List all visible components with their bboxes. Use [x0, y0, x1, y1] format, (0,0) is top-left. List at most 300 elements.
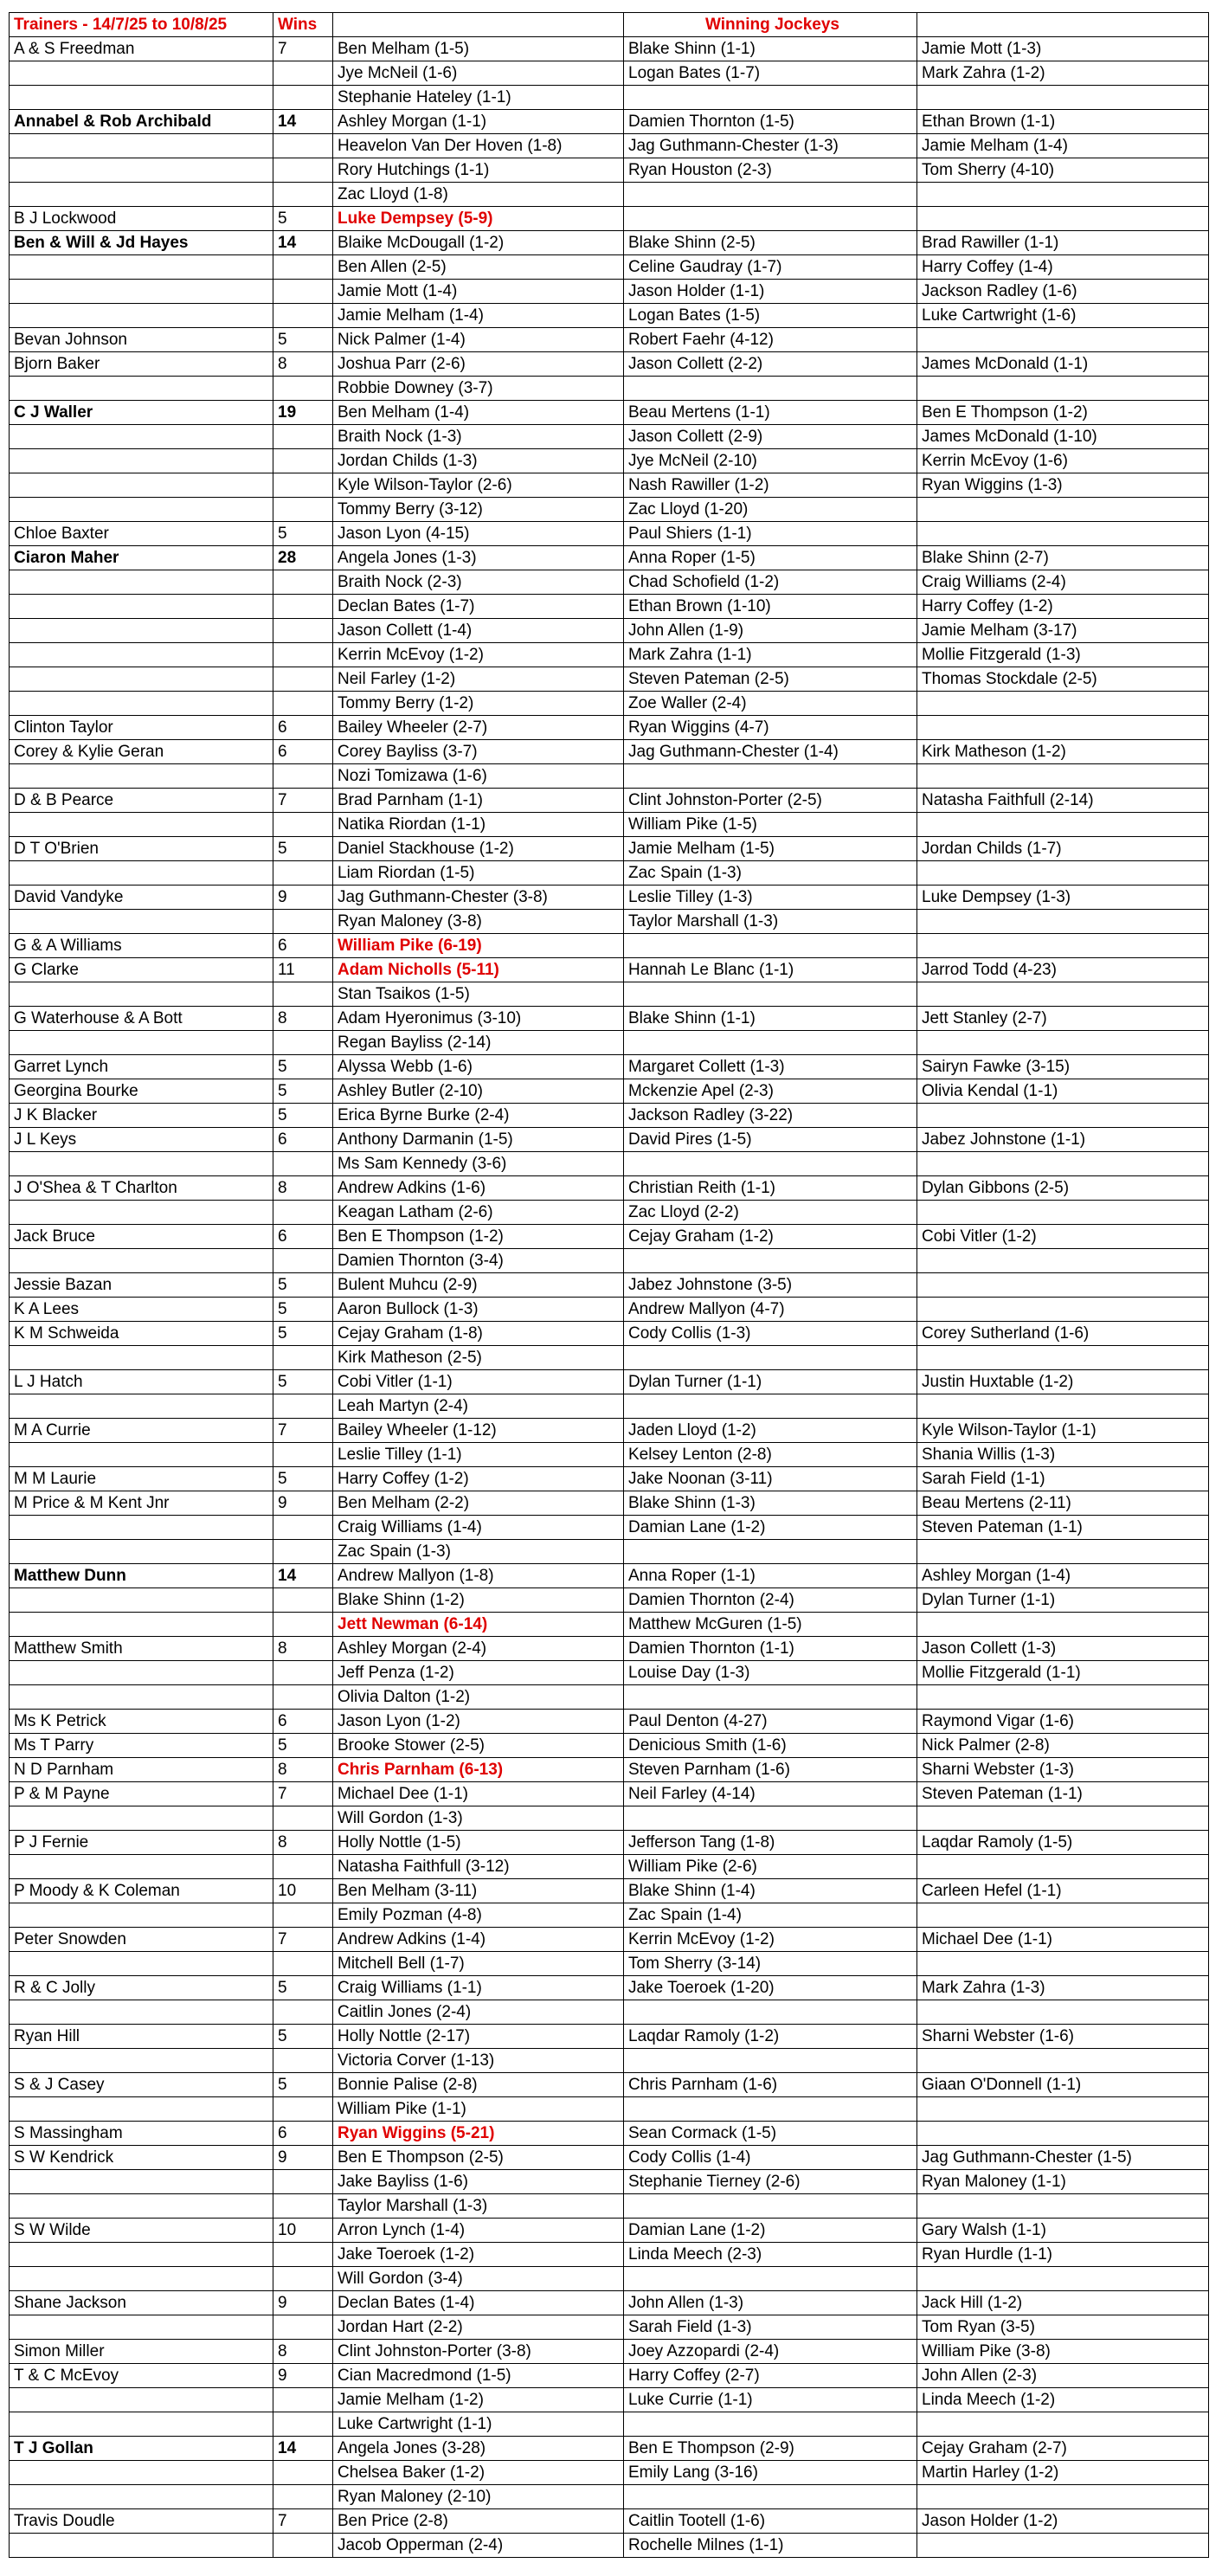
table-row: [10, 2049, 1209, 2073]
wins-cell: 5: [273, 837, 333, 861]
jockey-cell: [624, 377, 917, 401]
jockey-cell: Kerrin McEvoy (1-6): [917, 449, 1209, 473]
trainer-cell: [10, 667, 273, 692]
jockey-cell: Logan Bates (1-7): [624, 61, 917, 86]
table-row: [10, 2267, 1209, 2291]
table-row: [10, 1831, 1209, 1855]
jockey-cell: Dylan Turner (1-1): [624, 1370, 917, 1394]
trainer-cell: [10, 2243, 273, 2267]
jockey-cell: Jye McNeil (2-10): [624, 449, 917, 473]
table-row: [10, 2146, 1209, 2170]
jockey-cell: Jake Bayliss (1-6): [333, 2170, 624, 2194]
jockey-cell: Bailey Wheeler (1-12): [333, 1419, 624, 1443]
jockey-cell: Logan Bates (1-5): [624, 304, 917, 328]
trainer-cell: Corey & Kylie Geran: [10, 740, 273, 764]
jockey-cell: Stan Tsaikos (1-5): [333, 982, 624, 1007]
trainer-cell: M M Laurie: [10, 1467, 273, 1491]
trainer-cell: [10, 1952, 273, 1976]
jockey-cell: Brooke Stower (2-5): [333, 1734, 624, 1758]
wins-cell: [273, 425, 333, 449]
jockey-cell: [917, 2267, 1209, 2291]
wins-cell: [273, 1540, 333, 1564]
table-row: [10, 498, 1209, 522]
table-row: [10, 1588, 1209, 1613]
jockey-cell: [917, 2534, 1209, 2558]
table-row: [10, 425, 1209, 449]
jockey-cell: Olivia Kendal (1-1): [917, 1079, 1209, 1104]
jockey-cell: Sean Cormack (1-5): [624, 2122, 917, 2146]
wins-cell: 6: [273, 1225, 333, 1249]
jockey-cell: [917, 2049, 1209, 2073]
wins-cell: [273, 2461, 333, 2485]
trainer-cell: [10, 1903, 273, 1928]
jockey-cell: Leah Martyn (2-4): [333, 1394, 624, 1419]
trainer-cell: [10, 1588, 273, 1613]
trainer-cell: [10, 1031, 273, 1055]
jockey-cell: Mollie Fitzgerald (1-1): [917, 1661, 1209, 1685]
wins-cell: 7: [273, 789, 333, 813]
jockey-cell: [917, 1806, 1209, 1831]
trainer-cell: S & J Casey: [10, 2073, 273, 2097]
jockey-cell: Jason Holder (1-1): [624, 280, 917, 304]
jockey-cell: Angela Jones (3-28): [333, 2437, 624, 2461]
wins-cell: [273, 61, 333, 86]
jockey-cell: Jeff Penza (1-2): [333, 1661, 624, 1685]
wins-cell: [273, 2412, 333, 2437]
jockey-cell: Matthew McGuren (1-5): [624, 1613, 917, 1637]
jockey-cell: Ryan Wiggins (5-21): [333, 2122, 624, 2146]
jockey-cell: Ryan Wiggins (1-3): [917, 473, 1209, 498]
jockey-cell: Luke Currie (1-1): [624, 2388, 917, 2412]
jockey-cell: [917, 183, 1209, 207]
wins-cell: 5: [273, 2073, 333, 2097]
trainer-cell: [10, 619, 273, 643]
trainer-cell: Chloe Baxter: [10, 522, 273, 546]
jockey-cell: Anthony Darmanin (1-5): [333, 1128, 624, 1152]
trainer-cell: M A Currie: [10, 1419, 273, 1443]
wins-cell: 10: [273, 2219, 333, 2243]
header-winning-jockeys: Winning Jockeys: [624, 13, 917, 37]
jockey-cell: Chris Parnham (6-13): [333, 1758, 624, 1782]
jockey-cell: Ryan Houston (2-3): [624, 158, 917, 183]
jockey-cell: Chris Parnham (1-6): [624, 2073, 917, 2097]
jockey-cell: Craig Williams (2-4): [917, 570, 1209, 595]
jockey-cell: Adam Hyeronimus (3-10): [333, 1007, 624, 1031]
jockey-cell: Craig Williams (1-4): [333, 1516, 624, 1540]
wins-cell: 5: [273, 1273, 333, 1298]
wins-cell: 5: [273, 1079, 333, 1104]
trainer-cell: [10, 183, 273, 207]
table-row: [10, 1225, 1209, 1249]
trainer-cell: Shane Jackson: [10, 2291, 273, 2315]
jockey-cell: Erica Byrne Burke (2-4): [333, 1104, 624, 1128]
trainer-cell: G Clarke: [10, 958, 273, 982]
jockey-cell: Beau Mertens (1-1): [624, 401, 917, 425]
wins-cell: [273, 2097, 333, 2122]
jockey-cell: Jamie Mott (1-3): [917, 37, 1209, 61]
trainer-cell: T & C McEvoy: [10, 2364, 273, 2388]
table-row: [10, 2073, 1209, 2097]
jockey-cell: Giaan O'Donnell (1-1): [917, 2073, 1209, 2097]
wins-cell: [273, 2315, 333, 2340]
table-row: [10, 1055, 1209, 1079]
jockey-cell: Ben Melham (3-11): [333, 1879, 624, 1903]
jockey-cell: Jag Guthmann-Chester (1-4): [624, 740, 917, 764]
jockey-cell: [917, 2485, 1209, 2509]
jockey-cell: [917, 764, 1209, 789]
trainer-cell: Ciaron Maher: [10, 546, 273, 570]
table-row: [10, 1952, 1209, 1976]
jockey-cell: Shania Willis (1-3): [917, 1443, 1209, 1467]
trainer-cell: [10, 2267, 273, 2291]
jockey-cell: Ryan Maloney (2-10): [333, 2485, 624, 2509]
trainer-cell: [10, 1540, 273, 1564]
jockey-cell: [917, 1613, 1209, 1637]
jockey-cell: Jamie Melham (1-4): [333, 304, 624, 328]
table-row: [10, 183, 1209, 207]
wins-cell: [273, 86, 333, 110]
jockey-cell: Cejay Graham (1-8): [333, 1322, 624, 1346]
table-row: [10, 2340, 1209, 2364]
table-row: [10, 2485, 1209, 2509]
jockey-cell: Corey Bayliss (3-7): [333, 740, 624, 764]
table-row: [10, 2170, 1209, 2194]
wins-cell: 7: [273, 1782, 333, 1806]
wins-cell: [273, 910, 333, 934]
jockey-cell: Ben Melham (1-5): [333, 37, 624, 61]
table-row: [10, 1976, 1209, 2000]
header-wins: Wins: [273, 13, 333, 37]
jockey-cell: Michael Dee (1-1): [917, 1928, 1209, 1952]
jockey-cell: Keagan Latham (2-6): [333, 1201, 624, 1225]
jockey-cell: Emily Lang (3-16): [624, 2461, 917, 2485]
jockey-cell: [917, 1249, 1209, 1273]
table-row: [10, 1443, 1209, 1467]
jockey-cell: Corey Sutherland (1-6): [917, 1322, 1209, 1346]
jockey-cell: Brad Rawiller (1-1): [917, 231, 1209, 255]
table-row: [10, 595, 1209, 619]
jockey-cell: Damien Thornton (2-4): [624, 1588, 917, 1613]
wins-cell: 6: [273, 934, 333, 958]
trainer-cell: Peter Snowden: [10, 1928, 273, 1952]
trainer-cell: S W Wilde: [10, 2219, 273, 2243]
jockey-cell: Steven Parnham (1-6): [624, 1758, 917, 1782]
table-row: [10, 1152, 1209, 1176]
wins-cell: 8: [273, 1007, 333, 1031]
table-row: [10, 1734, 1209, 1758]
table-row: [10, 1806, 1209, 1831]
jockey-cell: Jack Hill (1-2): [917, 2291, 1209, 2315]
table-row: [10, 1710, 1209, 1734]
jockey-cell: Martin Harley (1-2): [917, 2461, 1209, 2485]
table-row: [10, 401, 1209, 425]
table-row: [10, 1419, 1209, 1443]
jockey-cell: Ryan Maloney (3-8): [333, 910, 624, 934]
jockey-cell: Jefferson Tang (1-8): [624, 1831, 917, 1855]
wins-cell: 6: [273, 1710, 333, 1734]
jockey-cell: Denicious Smith (1-6): [624, 1734, 917, 1758]
jockey-cell: Adam Nicholls (5-11): [333, 958, 624, 982]
jockey-cell: William Pike (6-19): [333, 934, 624, 958]
jockey-cell: [917, 1346, 1209, 1370]
jockey-cell: Taylor Marshall (1-3): [333, 2194, 624, 2219]
table-row: [10, 1104, 1209, 1128]
table-row: [10, 1322, 1209, 1346]
jockey-cell: Cejay Graham (2-7): [917, 2437, 1209, 2461]
trainer-cell: [10, 692, 273, 716]
wins-cell: 8: [273, 2340, 333, 2364]
trainer-cell: [10, 1152, 273, 1176]
trainer-cell: [10, 813, 273, 837]
header-jockeys-col-3: [917, 13, 1209, 37]
table-row: [10, 352, 1209, 377]
trainer-cell: [10, 764, 273, 789]
wins-cell: 5: [273, 328, 333, 352]
wins-cell: [273, 2388, 333, 2412]
wins-cell: 8: [273, 1758, 333, 1782]
trainer-cell: J O'Shea & T Charlton: [10, 1176, 273, 1201]
jockey-cell: Ben E Thompson (1-2): [917, 401, 1209, 425]
jockey-cell: [917, 2122, 1209, 2146]
jockey-cell: Beau Mertens (2-11): [917, 1491, 1209, 1516]
jockey-cell: [917, 1152, 1209, 1176]
jockey-cell: [917, 910, 1209, 934]
wins-cell: 14: [273, 2437, 333, 2461]
jockey-cell: [624, 934, 917, 958]
table-row: [10, 2388, 1209, 2412]
jockey-cell: Robert Faehr (4-12): [624, 328, 917, 352]
table-row: [10, 449, 1209, 473]
jockey-cell: Nick Palmer (1-4): [333, 328, 624, 352]
jockey-cell: Jamie Melham (1-2): [333, 2388, 624, 2412]
jockey-cell: Sharni Webster (1-3): [917, 1758, 1209, 1782]
jockey-cell: Ben Price (2-8): [333, 2509, 624, 2534]
table-row: [10, 134, 1209, 158]
jockey-cell: Ashley Morgan (2-4): [333, 1637, 624, 1661]
jockey-cell: Louise Day (1-3): [624, 1661, 917, 1685]
table-row: [10, 643, 1209, 667]
jockey-cell: [624, 2049, 917, 2073]
jockey-cell: Gary Walsh (1-1): [917, 2219, 1209, 2243]
jockey-cell: Thomas Stockdale (2-5): [917, 667, 1209, 692]
trainer-cell: C J Waller: [10, 401, 273, 425]
jockey-cell: Harry Coffey (1-2): [333, 1467, 624, 1491]
jockey-cell: Will Gordon (3-4): [333, 2267, 624, 2291]
trainer-cell: [10, 643, 273, 667]
trainer-cell: D T O'Brien: [10, 837, 273, 861]
wins-cell: [273, 449, 333, 473]
wins-cell: [273, 1516, 333, 1540]
wins-cell: 5: [273, 1104, 333, 1128]
table-row: [10, 2097, 1209, 2122]
jockey-cell: [917, 207, 1209, 231]
jockey-cell: Cody Collis (1-3): [624, 1322, 917, 1346]
wins-cell: [273, 982, 333, 1007]
trainer-cell: [10, 1346, 273, 1370]
trainer-cell: S Massingham: [10, 2122, 273, 2146]
trainer-cell: Clinton Taylor: [10, 716, 273, 740]
jockey-cell: Chad Schofield (1-2): [624, 570, 917, 595]
jockey-cell: Jason Collett (2-2): [624, 352, 917, 377]
jockey-cell: Braith Nock (2-3): [333, 570, 624, 595]
jockey-cell: Stephanie Hateley (1-1): [333, 86, 624, 110]
wins-cell: [273, 1903, 333, 1928]
table-row: [10, 1079, 1209, 1104]
table-row: [10, 231, 1209, 255]
trainer-cell: [10, 2049, 273, 2073]
wins-cell: 19: [273, 401, 333, 425]
jockey-cell: Luke Cartwright (1-1): [333, 2412, 624, 2437]
jockey-cell: Laqdar Ramoly (1-5): [917, 1831, 1209, 1855]
table-row: [10, 1394, 1209, 1419]
wins-cell: [273, 1685, 333, 1710]
jockey-cell: Blaike McDougall (1-2): [333, 231, 624, 255]
jockey-cell: [624, 2000, 917, 2025]
jockey-cell: Ashley Morgan (1-1): [333, 110, 624, 134]
table-row: [10, 982, 1209, 1007]
trainer-cell: G Waterhouse & A Bott: [10, 1007, 273, 1031]
table-row: [10, 2025, 1209, 2049]
jockey-cell: [917, 1298, 1209, 1322]
jockey-cell: Leslie Tilley (1-3): [624, 886, 917, 910]
jockey-cell: [624, 1806, 917, 1831]
wins-cell: [273, 2170, 333, 2194]
wins-cell: [273, 570, 333, 595]
table-row: [10, 934, 1209, 958]
trainer-cell: Travis Doudle: [10, 2509, 273, 2534]
table-row: [10, 1516, 1209, 1540]
table-row: [10, 377, 1209, 401]
wins-cell: [273, 1394, 333, 1419]
jockey-cell: Clint Johnston-Porter (3-8): [333, 2340, 624, 2364]
wins-cell: 8: [273, 1831, 333, 1855]
jockey-cell: [624, 764, 917, 789]
jockey-cell: Blake Shinn (1-3): [624, 1491, 917, 1516]
trainer-cell: A & S Freedman: [10, 37, 273, 61]
wins-cell: [273, 1855, 333, 1879]
table-row: [10, 2315, 1209, 2340]
wins-cell: [273, 134, 333, 158]
jockey-cell: Andrew Mallyon (4-7): [624, 1298, 917, 1322]
wins-cell: [273, 1346, 333, 1370]
wins-cell: [273, 280, 333, 304]
table-row: [10, 1346, 1209, 1370]
table-row: [10, 280, 1209, 304]
table-row: [10, 813, 1209, 837]
jockey-cell: [624, 1540, 917, 1564]
table-row: [10, 2412, 1209, 2437]
jockey-cell: Bailey Wheeler (2-7): [333, 716, 624, 740]
jockey-cell: Blake Shinn (2-5): [624, 231, 917, 255]
trainer-cell: Jack Bruce: [10, 1225, 273, 1249]
jockey-cell: Andrew Mallyon (1-8): [333, 1564, 624, 1588]
jockey-cell: James McDonald (1-10): [917, 425, 1209, 449]
table-row: [10, 837, 1209, 861]
trainer-cell: K M Schweida: [10, 1322, 273, 1346]
table-row: [10, 2291, 1209, 2315]
wins-cell: [273, 1201, 333, 1225]
jockey-cell: Cobi Vitler (1-2): [917, 1225, 1209, 1249]
jockey-cell: Jye McNeil (1-6): [333, 61, 624, 86]
jockey-cell: [624, 2194, 917, 2219]
jockey-cell: Kirk Matheson (2-5): [333, 1346, 624, 1370]
jockey-cell: Tommy Berry (3-12): [333, 498, 624, 522]
jockey-cell: Jag Guthmann-Chester (3-8): [333, 886, 624, 910]
trainer-cell: [10, 425, 273, 449]
wins-cell: [273, 2267, 333, 2291]
trainer-cell: Bevan Johnson: [10, 328, 273, 352]
table-row: [10, 1031, 1209, 1055]
jockey-cell: Linda Meech (1-2): [917, 2388, 1209, 2412]
wins-cell: 5: [273, 2025, 333, 2049]
table-row: [10, 1491, 1209, 1516]
jockey-cell: Damian Lane (1-2): [624, 2219, 917, 2243]
jockey-cell: [624, 1031, 917, 1055]
wins-cell: 5: [273, 1055, 333, 1079]
jockey-cell: [624, 1394, 917, 1419]
jockey-cell: John Allen (1-9): [624, 619, 917, 643]
jockey-cell: Jamie Mott (1-4): [333, 280, 624, 304]
jockey-cell: [917, 2194, 1209, 2219]
table-row: [10, 1903, 1209, 1928]
trainer-cell: David Vandyke: [10, 886, 273, 910]
table-row: [10, 764, 1209, 789]
jockey-cell: Zac Lloyd (1-8): [333, 183, 624, 207]
table-row: [10, 740, 1209, 764]
jockey-cell: Ashley Butler (2-10): [333, 1079, 624, 1104]
jockey-cell: Tommy Berry (1-2): [333, 692, 624, 716]
jockey-cell: Natasha Faithfull (3-12): [333, 1855, 624, 1879]
jockey-cell: [917, 982, 1209, 1007]
header-trainers: Trainers - 14/7/25 to 10/8/25: [10, 13, 273, 37]
trainer-cell: [10, 1249, 273, 1273]
jockey-cell: Caitlin Tootell (1-6): [624, 2509, 917, 2534]
jockey-cell: Jabez Johnstone (3-5): [624, 1273, 917, 1298]
jockey-cell: [624, 2412, 917, 2437]
jockey-cell: Cody Collis (1-4): [624, 2146, 917, 2170]
jockey-cell: Michael Dee (1-1): [333, 1782, 624, 1806]
trainer-cell: [10, 982, 273, 1007]
trainer-cell: [10, 570, 273, 595]
table-row: [10, 2000, 1209, 2025]
jockey-cell: [917, 1855, 1209, 1879]
table-row: [10, 1370, 1209, 1394]
table-row: [10, 2534, 1209, 2558]
jockey-cell: Ben E Thompson (2-5): [333, 2146, 624, 2170]
table-row: [10, 2364, 1209, 2388]
wins-cell: [273, 1588, 333, 1613]
jockey-cell: Jett Newman (6-14): [333, 1613, 624, 1637]
jockey-cell: Jason Collett (1-3): [917, 1637, 1209, 1661]
trainer-cell: [10, 595, 273, 619]
jockey-cell: Joey Azzopardi (2-4): [624, 2340, 917, 2364]
jockey-cell: Cejay Graham (1-2): [624, 1225, 917, 1249]
jockey-cell: Jett Stanley (2-7): [917, 1007, 1209, 1031]
jockey-cell: Jason Holder (1-2): [917, 2509, 1209, 2534]
jockey-cell: Ben Allen (2-5): [333, 255, 624, 280]
jockey-cell: [917, 813, 1209, 837]
jockey-cell: Celine Gaudray (1-7): [624, 255, 917, 280]
wins-cell: 5: [273, 1467, 333, 1491]
jockey-cell: Zac Lloyd (1-20): [624, 498, 917, 522]
jockey-cell: [917, 86, 1209, 110]
jockey-cell: [624, 2097, 917, 2122]
jockey-cell: Steven Pateman (2-5): [624, 667, 917, 692]
trainer-cell: Jessie Bazan: [10, 1273, 273, 1298]
trainer-cell: [10, 61, 273, 86]
jockey-cell: Jag Guthmann-Chester (1-5): [917, 2146, 1209, 2170]
wins-cell: [273, 1152, 333, 1176]
